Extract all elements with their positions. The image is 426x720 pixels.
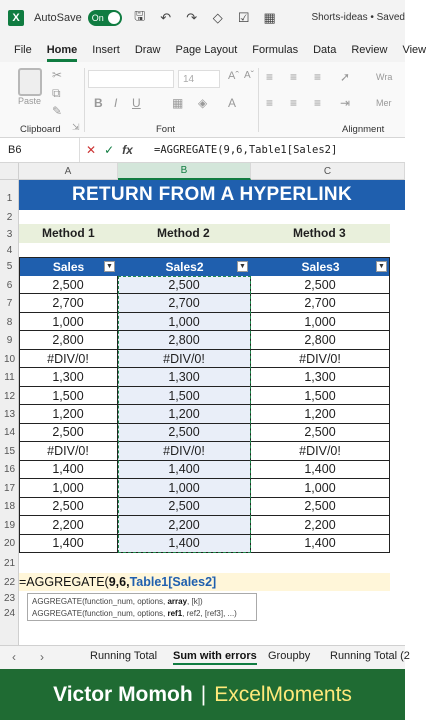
table-cell[interactable]: 2,500 [251, 276, 390, 294]
filter-dropdown-icon[interactable]: ▼ [104, 261, 115, 272]
formula-bar [0, 138, 405, 163]
row-header[interactable]: 16 [3, 464, 16, 476]
row-header[interactable]: 14 [3, 427, 16, 439]
filter-dropdown-icon[interactable]: ▼ [237, 261, 248, 272]
title-bar [0, 0, 405, 36]
table-cell[interactable]: 2,200 [118, 516, 251, 534]
checkbox-icon[interactable]: ☑ [237, 10, 250, 25]
tab-home[interactable]: Home [47, 44, 78, 62]
formula-input[interactable]: =AGGREGATE(9,6,Table1[Sales2] [154, 144, 338, 156]
table-cell[interactable]: #DIV/0! [118, 350, 251, 368]
name-box[interactable]: B6 [0, 138, 80, 162]
row-header[interactable]: 9 [6, 335, 13, 347]
table-cell[interactable]: #DIV/0! [251, 350, 390, 368]
row-header[interactable]: 2 [6, 211, 13, 223]
font-name-box[interactable] [88, 70, 174, 88]
table-cell[interactable]: #DIV/0! [251, 442, 390, 460]
formula-part-args: 9,6, [108, 575, 130, 589]
fill-color-icon[interactable]: ◈ [198, 96, 208, 110]
table-cell[interactable]: 1,500 [118, 387, 251, 405]
table-cell[interactable]: 1,400 [19, 535, 118, 553]
ribbon-separator [258, 68, 259, 132]
tooltip-text: AGGREGATE(function_num, options, [32, 597, 168, 606]
align-center-icon[interactable]: ≡ [290, 96, 298, 110]
table-cell[interactable]: 2,200 [251, 516, 390, 534]
table-cell[interactable]: 1,000 [118, 479, 251, 497]
table-cell[interactable]: 1,000 [251, 313, 390, 331]
tooltip-text: AGGREGATE(function_num, options, [32, 609, 168, 618]
clipboard-group-label: Clipboard [20, 124, 61, 135]
table-cell[interactable]: #DIV/0! [19, 442, 118, 460]
table-cell[interactable]: 1,300 [251, 368, 390, 386]
font-size-box[interactable]: 14 [178, 70, 220, 88]
brand-name: ExcelMoments [214, 682, 352, 706]
orientation-icon[interactable]: ➚ [340, 70, 351, 84]
header-sales3-label: Sales3 [301, 259, 340, 274]
column-header-b[interactable]: B [118, 163, 251, 180]
tab-page-layout[interactable]: Page Layout [175, 44, 238, 56]
fill-icon[interactable]: ◇ [212, 10, 223, 25]
creator-banner [0, 669, 405, 720]
table-cell[interactable]: #DIV/0! [118, 442, 251, 460]
undo-icon[interactable]: ↶ [160, 10, 172, 25]
row-header[interactable]: 13 [3, 409, 16, 421]
row-header[interactable]: 21 [3, 557, 16, 569]
format-painter-icon[interactable]: ✎ [52, 104, 63, 118]
paste-label: Paste [18, 96, 42, 106]
paste-icon[interactable] [18, 68, 42, 96]
method-2-label: Method 2 [157, 226, 210, 240]
table-cell[interactable]: 1,200 [19, 405, 118, 423]
method-labels [19, 224, 390, 243]
autosave-label: AutoSave [34, 12, 82, 24]
table-cell[interactable]: 2,700 [19, 294, 118, 312]
tab-data[interactable]: Data [313, 44, 337, 56]
row-header[interactable]: 4 [6, 245, 13, 256]
indent-icon[interactable]: ⇥ [340, 96, 351, 110]
merge-center-label[interactable]: Mer [376, 98, 392, 108]
table-cell[interactable]: 1,300 [118, 368, 251, 386]
underline-icon[interactable]: U [132, 96, 141, 110]
table-header-sales [19, 257, 118, 276]
table-cell[interactable]: 1,000 [251, 479, 390, 497]
in-cell-formula-editor[interactable] [19, 573, 390, 591]
bold-icon[interactable]: B [94, 96, 103, 110]
ribbon-separator [84, 68, 85, 132]
sheet-tab-running-total-2[interactable]: Running Total (2 [330, 650, 410, 662]
sheet-tab-bar [0, 645, 410, 669]
formula-controls [80, 143, 150, 157]
tooltip-syntax-ref[interactable] [32, 608, 252, 620]
autosave-toggle[interactable] [88, 10, 122, 26]
row-header[interactable]: 23 [3, 593, 16, 604]
row-header[interactable]: 7 [6, 298, 13, 310]
method-1-label: Method 1 [42, 226, 95, 240]
row-header[interactable]: 1 [6, 192, 13, 204]
document-title: Shorts-ideas • Saved [311, 12, 405, 23]
row-header[interactable]: 5 [6, 261, 13, 272]
tab-draw[interactable]: Draw [134, 44, 161, 56]
italic-icon[interactable]: I [114, 96, 118, 110]
table-cell[interactable]: 1,000 [19, 479, 118, 497]
table-cell[interactable]: 1,400 [118, 461, 251, 479]
table-cell[interactable]: 2,200 [19, 516, 118, 534]
method-3-label: Method 3 [293, 226, 346, 240]
align-top-icon[interactable]: ≡ [266, 70, 274, 84]
cancel-icon[interactable]: ✕ [86, 143, 97, 157]
grow-font-icon[interactable]: Aˆ [228, 70, 239, 82]
table-cell[interactable]: 2,500 [118, 424, 251, 442]
table-cell[interactable]: 2,700 [251, 294, 390, 312]
table-cell[interactable]: 1,200 [251, 405, 390, 423]
row-header[interactable]: 10 [3, 353, 16, 365]
row-header[interactable]: 12 [3, 390, 16, 402]
tooltip-text: , ref2, [ref3], ...) [182, 609, 237, 618]
wrap-text-label[interactable]: Wra [376, 72, 393, 82]
table-cell[interactable]: 1,400 [118, 535, 251, 553]
row-header[interactable]: 17 [3, 482, 16, 494]
table-cell[interactable]: 2,800 [118, 331, 251, 349]
align-bottom-icon[interactable]: ≡ [314, 70, 322, 84]
sheet-banner: RETURN FROM A HYPERLINK [19, 180, 405, 210]
enter-icon[interactable]: ✓ [104, 143, 115, 157]
table-cell[interactable]: 2,500 [118, 276, 251, 294]
table-cell[interactable]: 2,500 [19, 276, 118, 294]
row-header[interactable]: 24 [3, 608, 16, 619]
formula-part-reference: Table1[Sales2] [129, 575, 217, 589]
function-tooltip[interactable] [27, 593, 257, 621]
creator-name: Victor Momoh [53, 682, 193, 706]
table-cell[interactable]: 1,200 [118, 405, 251, 423]
excel-logo-icon: X [8, 10, 24, 26]
table-cell[interactable]: 1,400 [251, 535, 390, 553]
row-header[interactable]: 18 [3, 501, 16, 513]
tooltip-text: , [k]) [187, 597, 203, 606]
table-cell[interactable]: 2,800 [19, 331, 118, 349]
row-header[interactable]: 19 [3, 519, 16, 531]
cut-icon[interactable]: ✂ [52, 68, 63, 82]
align-middle-icon[interactable]: ≡ [290, 70, 298, 84]
save-icon[interactable]: 🖫 [134, 8, 146, 23]
table-cell[interactable]: 2,500 [19, 498, 118, 516]
column-header-a[interactable]: A [19, 163, 118, 180]
table-cell[interactable]: 1,300 [19, 368, 118, 386]
table-cell[interactable]: 1,400 [19, 461, 118, 479]
header-sales2-label: Sales2 [165, 259, 204, 274]
table-cell[interactable]: 2,500 [118, 498, 251, 516]
tooltip-bold-arg: ref1 [167, 609, 183, 618]
select-all-corner[interactable] [0, 163, 19, 180]
row-header[interactable]: 8 [6, 316, 13, 328]
sheet-tab-sum-with-errors[interactable]: Sum with errors [173, 650, 257, 665]
fx-icon[interactable]: fx [122, 143, 133, 157]
row-header[interactable]: 6 [6, 279, 13, 291]
tooltip-syntax-array[interactable] [32, 596, 252, 608]
row-header[interactable]: 15 [3, 445, 16, 457]
ribbon-body [0, 62, 405, 138]
autosave-state: On [91, 13, 104, 23]
font-color-icon[interactable]: A [228, 96, 237, 110]
header-sales-label: Sales [52, 259, 85, 274]
table-header-sales2 [118, 257, 251, 276]
tab-review[interactable]: Review [351, 44, 388, 56]
alignment-group-label: Alignment [342, 124, 385, 135]
next-sheet-icon[interactable]: › [40, 650, 44, 664]
column-header-c[interactable]: C [251, 163, 405, 180]
borders-icon[interactable]: ▦ [172, 96, 184, 110]
table-cell[interactable]: 2,500 [251, 498, 390, 516]
align-left-icon[interactable]: ≡ [266, 96, 274, 110]
row-header[interactable]: 3 [6, 228, 13, 240]
banner-separator: | [200, 682, 207, 706]
table-cell[interactable]: 2,500 [251, 424, 390, 442]
copy-icon[interactable]: ⧉ [52, 86, 61, 100]
tab-formulas[interactable]: Formulas [252, 44, 299, 56]
filter-dropdown-icon[interactable]: ▼ [376, 261, 387, 272]
table-cell[interactable]: 2,700 [118, 294, 251, 312]
table-header-sales3 [251, 257, 390, 276]
table-cell[interactable]: 2,800 [251, 331, 390, 349]
tooltip-bold-arg: array [167, 597, 188, 606]
table-cell[interactable]: 1,000 [118, 313, 251, 331]
formula-part-function: =AGGREGATE( [19, 575, 109, 589]
sheet-tab-groupby[interactable]: Groupby [268, 650, 311, 662]
redo-icon[interactable]: ↷ [186, 10, 198, 25]
sheet-tab-running-total[interactable]: Running Total [90, 650, 158, 662]
align-right-icon[interactable]: ≡ [314, 96, 322, 110]
table-cell[interactable]: 1,500 [19, 387, 118, 405]
table-cell[interactable]: 1,000 [19, 313, 118, 331]
previous-sheet-icon[interactable]: ‹ [12, 650, 16, 664]
table-icon[interactable]: ▦ [263, 10, 276, 25]
shrink-font-icon[interactable]: Aˇ [244, 70, 254, 81]
dialog-launcher-icon[interactable]: ⇲ [72, 122, 80, 132]
font-group-label: Font [156, 124, 176, 135]
table-cell[interactable]: 1,400 [251, 461, 390, 479]
row-header[interactable]: 20 [3, 538, 16, 550]
table-cell[interactable]: #DIV/0! [19, 350, 118, 368]
tab-insert[interactable]: Insert [92, 44, 120, 56]
table-cell[interactable]: 1,500 [251, 387, 390, 405]
ribbon-tabs [0, 36, 426, 62]
toggle-knob [108, 12, 120, 24]
table-cell[interactable]: 2,500 [19, 424, 118, 442]
row-header[interactable]: 22 [3, 576, 16, 588]
row-header[interactable]: 11 [4, 372, 15, 384]
tab-view[interactable]: View [402, 44, 426, 56]
tab-file[interactable]: File [14, 44, 32, 56]
